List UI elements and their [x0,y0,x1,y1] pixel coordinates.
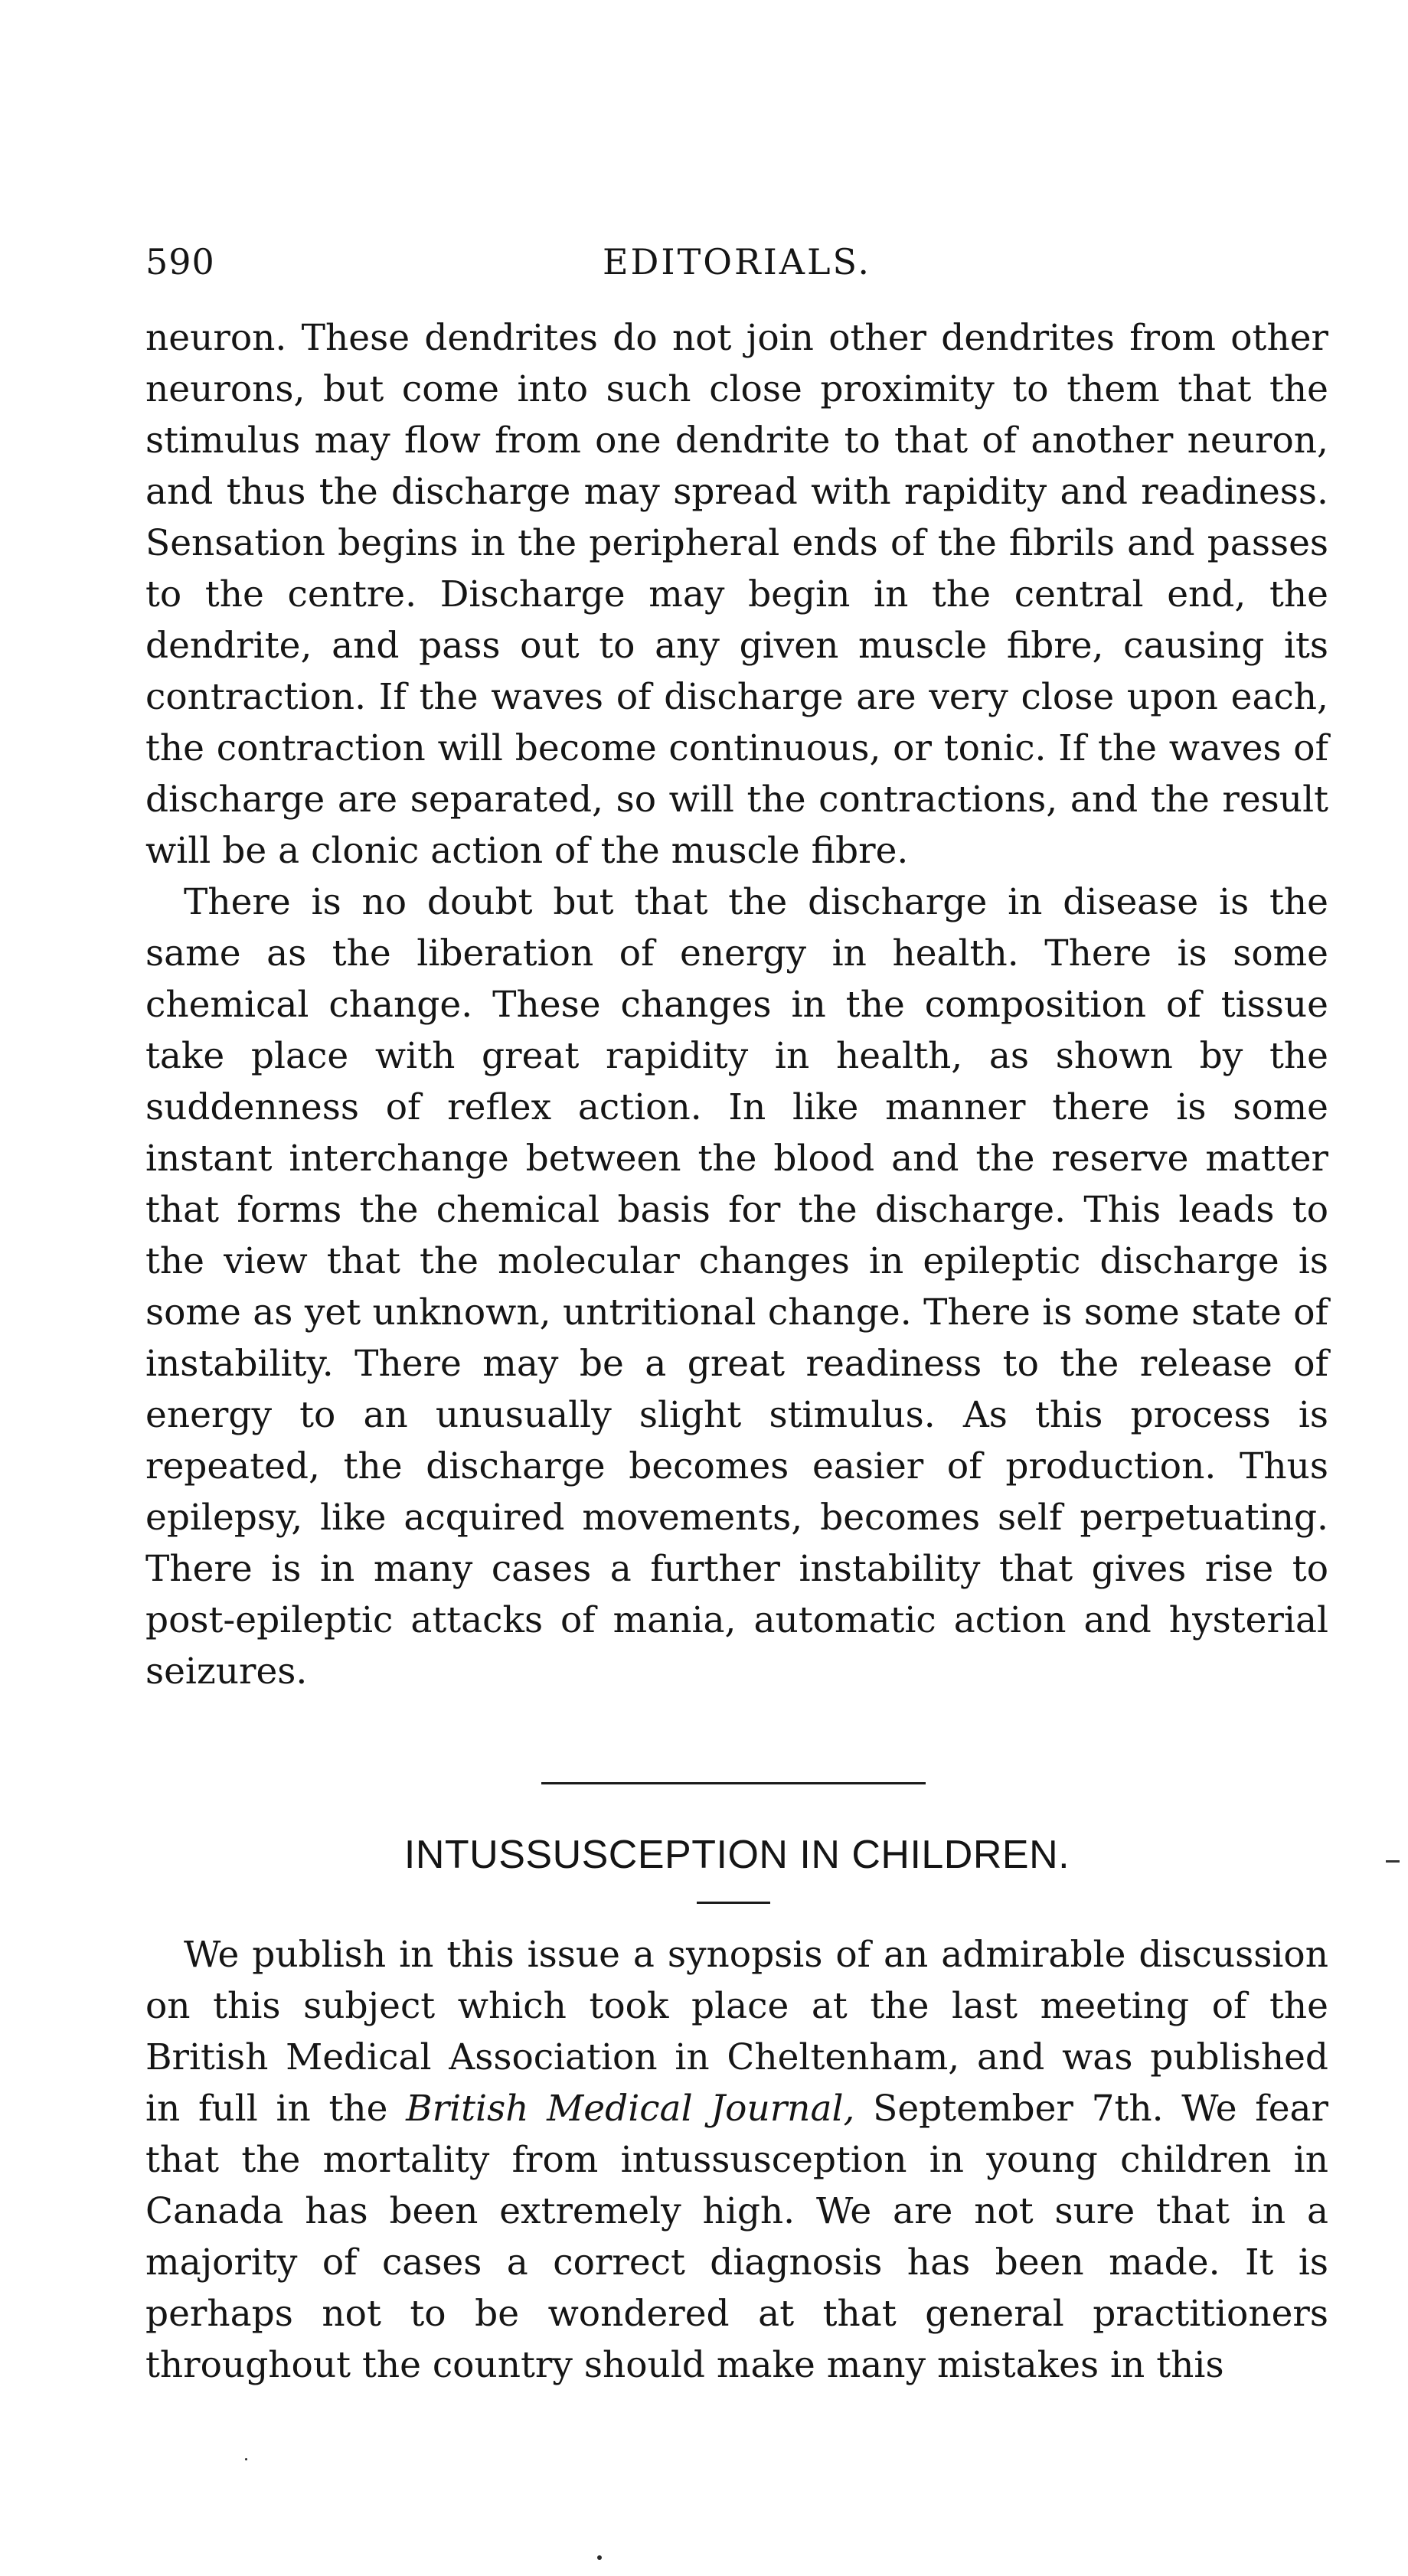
running-head [145,239,1328,285]
article-body [145,1929,1328,2391]
scan-speck [245,2458,247,2460]
page-number: 590 [145,241,215,282]
article-heading: INTUSSUSCEPTION IN CHILDREN. [403,1833,1070,1877]
scan-speck [597,2555,602,2560]
journal-title: British Medical Journal, [406,2088,855,2130]
paragraph-text-end: September 7th. We fear that the mortality from intussusception in young children in Canada has been extremely high. We are not sure that in a majority of cases a correct diagnosis has been made. It is perhaps not to be wondered at that general practitioners throughout the country should make many mistakes in this [145,2088,1328,2386]
paragraph-text-start: We publish in this issue a synopsis of an admirable discussion on this subject which took place at the last meeting of the British Medical Association in Cheltenham, and was published in full in the [145,1934,1328,2130]
paragraph [145,1929,1328,2391]
editorial-continuation [145,312,1328,1697]
section-title: EDITORIALS. [602,241,872,282]
heading-underline-rule [697,1902,770,1904]
margin-mark [1386,1860,1400,1863]
paragraph: neuron. These dendrites do not join other dendrites from other neurons, but come into such close proximity to them that the stimulus may flow from one dendrite to that of another neuron, and thus the discharge may spread with rapidity and readiness. Sensation begins in the peripheral ends of the fibrils and passes to the centre. Discharge may begin in the central end, the dendrite, and pass out to any given muscle fibre, causing its contraction. If the waves of discharge are very close upon each, the contraction will become continuous, or tonic. If the waves of discharge are separated, so will the contractions, and the result will be a clonic action of the muscle fibre. [145,317,1328,872]
section-divider-rule [541,1782,926,1784]
paragraph: There is no doubt but that the discharge in disease is the same as the liberation of energy in health. There is some chemical change. These changes in the composition of tissue take place with great rapidity in health, as shown by the suddenness of reflex action. In like manner there is some instant interchange between the blood and the reserve matter that forms the chemical basis for the discharge. This leads to the view that the molecular changes in epileptic discharge is some as yet unknown, untritional change. There is some state of instability. There may be a great readiness to the release of energy to an unusually slight stimulus. As this process is repeated, the discharge becomes easier of production. Thus epilepsy, like acquired movements, becomes self perpetuating. There is in many cases a further instability that gives rise to post-epileptic attacks of mania, automatic action and hysterial seizures. [145,881,1328,1693]
